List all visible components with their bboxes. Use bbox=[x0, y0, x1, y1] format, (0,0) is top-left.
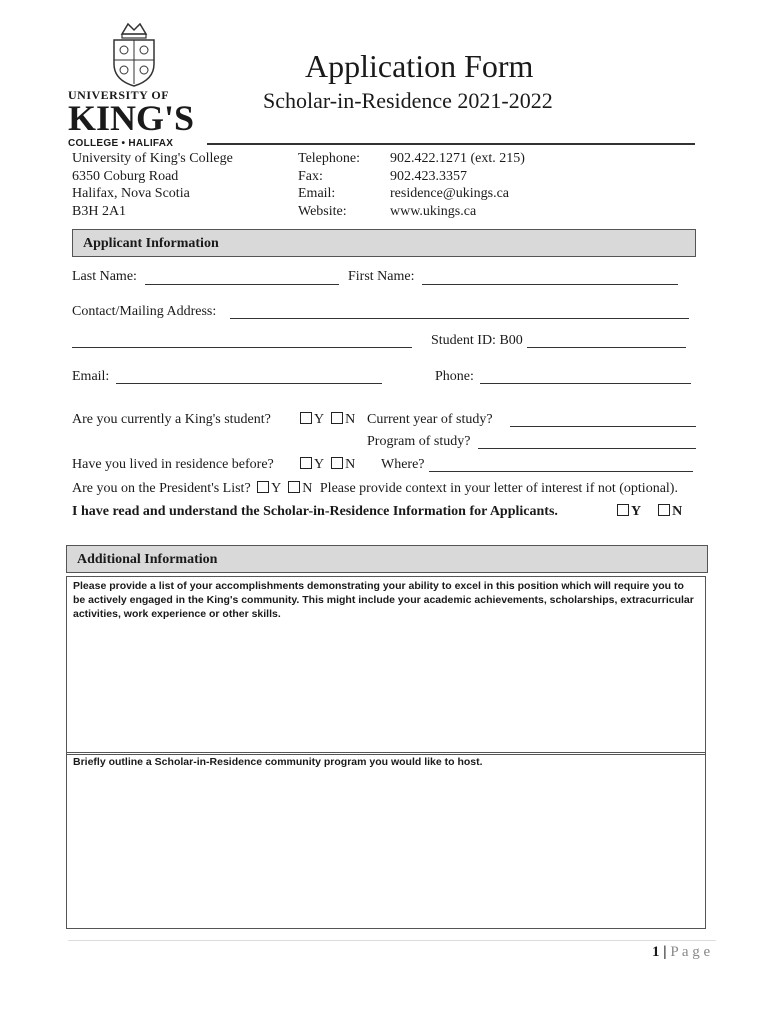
understand-label: I have read and understand the Scholar-in-Residence Information for Applicants. bbox=[72, 504, 558, 519]
student-id-label: Student ID: B00 bbox=[431, 333, 523, 348]
address-line: University of King's College bbox=[72, 151, 233, 166]
residence-no-checkbox[interactable] bbox=[331, 457, 343, 469]
understand-yes-checkbox[interactable] bbox=[617, 504, 629, 516]
accomplishments-box[interactable] bbox=[66, 576, 706, 755]
website-value[interactable]: www.ukings.ca bbox=[390, 203, 477, 219]
logo-line-1: UNIVERSITY OF bbox=[68, 88, 170, 102]
last-name-field[interactable] bbox=[145, 284, 339, 285]
page-title: Application Form bbox=[305, 48, 534, 84]
no-label: N bbox=[672, 504, 683, 519]
presidents-list-note: Please provide context in your letter of interest if not (optional). bbox=[319, 481, 678, 496]
residence-yes-checkbox[interactable] bbox=[300, 457, 312, 469]
yes-label: Y bbox=[271, 481, 281, 496]
section-heading: Applicant Information bbox=[83, 236, 219, 251]
kings-student-yes-checkbox[interactable] bbox=[300, 412, 312, 424]
contact-label: Website: bbox=[298, 203, 347, 219]
no-label: N bbox=[345, 457, 356, 472]
telephone-value: 902.422.1271 (ext. 215) bbox=[390, 151, 525, 166]
first-name-field[interactable] bbox=[422, 284, 678, 285]
student-id-field[interactable] bbox=[527, 347, 686, 348]
presidents-list-no-checkbox[interactable] bbox=[288, 481, 300, 493]
accomplishments-prompt: Please provide a list of your accomplishments demonstrating your ability to excel in this position which will require you to be actively engaged in the King's community. This might include your academic achievements, scholarships, extracurricular activities, work experience or other skills. bbox=[73, 580, 694, 620]
contact-label: Fax: bbox=[298, 168, 323, 184]
header-divider bbox=[207, 143, 695, 145]
last-name-label: Last Name: bbox=[72, 269, 137, 284]
email-value[interactable]: residence@ukings.ca bbox=[390, 186, 510, 201]
year-of-study-label: Current year of study? bbox=[367, 412, 493, 427]
page-label: P a g e bbox=[670, 944, 711, 960]
presidents-list-yes-checkbox[interactable] bbox=[257, 481, 269, 493]
footer-divider bbox=[68, 940, 716, 941]
section-heading: Additional Information bbox=[77, 552, 218, 567]
additional-info-header bbox=[66, 545, 708, 573]
phone-field[interactable] bbox=[480, 383, 691, 384]
page-number: 1 bbox=[652, 944, 660, 960]
mailing-address-field-2[interactable] bbox=[72, 347, 412, 348]
program-of-study-field[interactable] bbox=[478, 448, 696, 449]
page-footer bbox=[652, 944, 710, 961]
university-logo bbox=[68, 20, 208, 149]
year-of-study-field[interactable] bbox=[510, 426, 696, 427]
logo-line-3: COLLEGE • HALIFAX bbox=[68, 138, 174, 149]
presidents-list-row bbox=[72, 481, 678, 497]
no-label: N bbox=[302, 481, 313, 496]
address-line: B3H 2A1 bbox=[72, 203, 127, 219]
first-name-label: First Name: bbox=[348, 269, 415, 284]
logo-line-2: KING'S bbox=[68, 98, 195, 138]
where-field[interactable] bbox=[429, 471, 693, 472]
contact-values bbox=[390, 150, 525, 220]
applicant-info-header bbox=[72, 229, 696, 257]
no-label: N bbox=[345, 412, 356, 427]
understand-options bbox=[617, 504, 682, 520]
contact-labels bbox=[298, 150, 360, 220]
yes-label: Y bbox=[314, 457, 324, 472]
kings-student-options bbox=[300, 412, 355, 428]
address-line: Halifax, Nova Scotia bbox=[72, 186, 190, 201]
footer-separator: | bbox=[663, 944, 667, 960]
mailing-address-label: Contact/Mailing Address: bbox=[72, 304, 217, 319]
contact-label: Telephone: bbox=[298, 151, 360, 166]
email-label: Email: bbox=[72, 369, 110, 384]
program-outline-box[interactable] bbox=[66, 752, 706, 929]
email-field[interactable] bbox=[116, 383, 382, 384]
fax-value: 902.423.3357 bbox=[390, 168, 467, 184]
crest-icon bbox=[108, 20, 160, 88]
mailing-address-field[interactable] bbox=[230, 318, 689, 319]
yes-label: Y bbox=[314, 412, 324, 427]
program-outline-prompt: Briefly outline a Scholar-in-Residence community program you would like to host. bbox=[73, 756, 483, 768]
program-of-study-label: Program of study? bbox=[367, 434, 471, 449]
residence-label: Have you lived in residence before? bbox=[72, 457, 274, 472]
kings-student-no-checkbox[interactable] bbox=[331, 412, 343, 424]
presidents-list-label: Are you on the President's List? bbox=[72, 481, 251, 496]
residence-options bbox=[300, 457, 355, 473]
phone-label: Phone: bbox=[435, 369, 474, 384]
address-line: 6350 Coburg Road bbox=[72, 168, 179, 184]
contact-label: Email: bbox=[298, 186, 336, 201]
page-subtitle: Scholar-in-Residence 2021-2022 bbox=[263, 88, 553, 113]
address-block bbox=[72, 150, 233, 220]
where-label: Where? bbox=[381, 457, 425, 472]
kings-student-label: Are you currently a King's student? bbox=[72, 412, 271, 427]
yes-label: Y bbox=[631, 504, 641, 519]
understand-no-checkbox[interactable] bbox=[658, 504, 670, 516]
